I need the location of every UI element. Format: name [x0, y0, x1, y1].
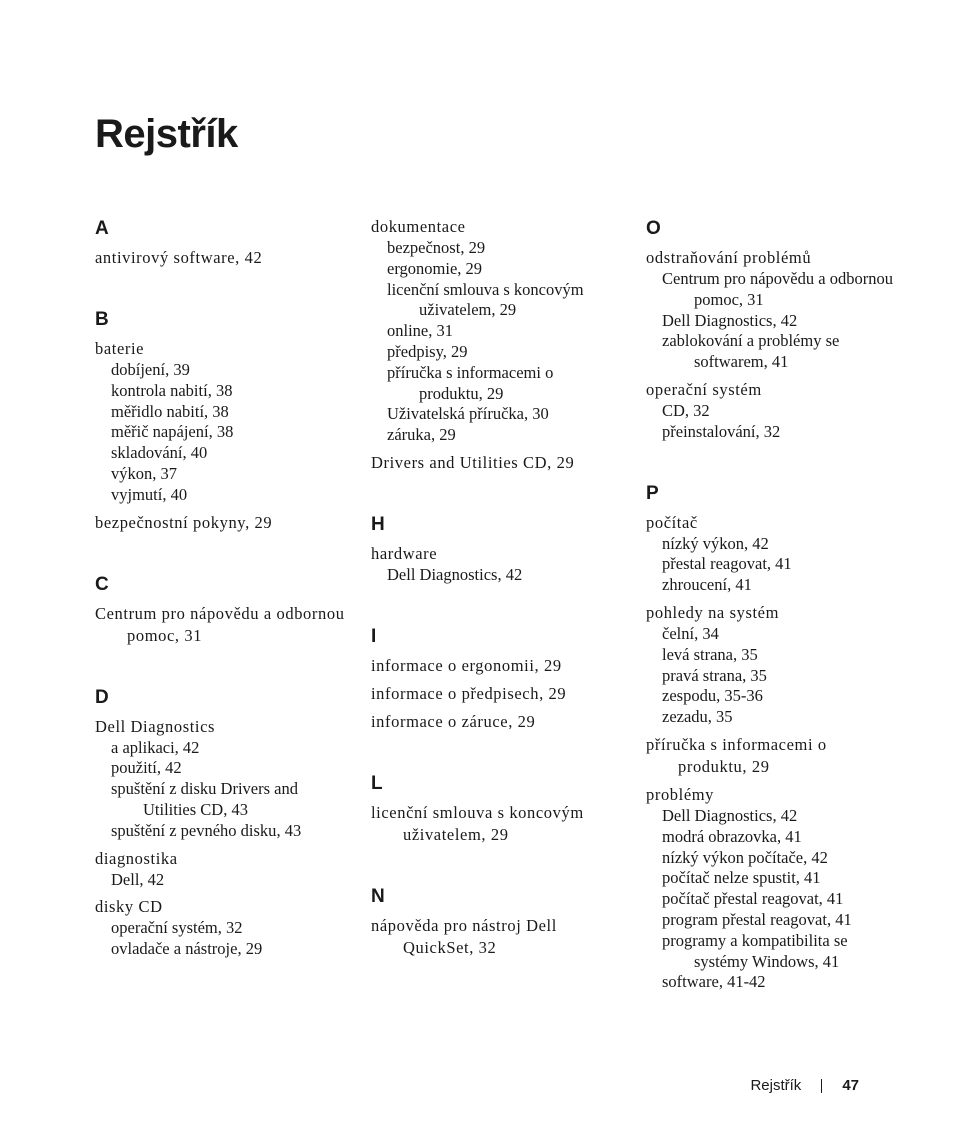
index-term: příručka s informacemi o produktu: [646, 734, 827, 776]
index-page-ref: 42: [811, 847, 828, 867]
index-subentry: [95, 758, 345, 779]
index-subterm: ovladače a nástroje: [111, 939, 238, 959]
index-subentry: [95, 738, 345, 759]
index-subterm: skladování: [111, 443, 183, 463]
index-subterm: programy a kompatibilita se systémy Windows: [662, 930, 848, 971]
index-term: pohledy na systém: [646, 602, 780, 622]
index-subentry: [646, 972, 896, 993]
index-subterm: Dell: [111, 869, 140, 889]
index-entry-heading: [371, 543, 621, 565]
index-separator: ,: [766, 554, 776, 574]
index-separator: ,: [803, 847, 812, 867]
index-letter-heading: D: [95, 686, 109, 708]
index-separator: ,: [772, 805, 781, 825]
index-term: Dell Diagnostics: [95, 716, 216, 736]
index-letter-heading: N: [371, 885, 385, 907]
index-separator: ,: [508, 711, 518, 731]
index-subentry: [95, 381, 345, 402]
index-subentry: [646, 534, 896, 555]
index-entry-heading: [95, 603, 345, 647]
index-subterm: nízký výkon počítače: [662, 847, 804, 867]
page-title: Rejstřík: [95, 112, 238, 156]
index-subterm: vyjmutí: [111, 484, 163, 504]
index-separator: ,: [478, 383, 487, 403]
index-separator: ,: [755, 421, 764, 441]
index-subterm: zhroucení: [662, 575, 728, 595]
index-column-2: [371, 216, 621, 965]
index-subentry: [95, 422, 345, 443]
index-subentry: [95, 918, 345, 939]
index-subentry: [646, 645, 896, 666]
index-subterm: předpisy: [387, 341, 443, 361]
index-page-ref: 29: [468, 238, 486, 257]
index-entry: [646, 784, 896, 993]
index-entry-heading: [371, 655, 621, 677]
index-separator: ,: [818, 889, 827, 909]
index-separator: ,: [457, 258, 466, 278]
index-page-ref: 42: [147, 869, 165, 889]
index-page-ref: 29: [254, 512, 273, 532]
index-separator: ,: [174, 737, 183, 757]
index-subentry: [646, 931, 896, 973]
index-subterm: Dell Diagnostics: [662, 805, 773, 825]
index-separator: ,: [276, 820, 285, 840]
index-subentry: [646, 827, 896, 848]
index-separator: ,: [207, 380, 216, 400]
index-entry: [646, 734, 896, 778]
index-separator: ,: [156, 758, 166, 778]
index-subentry: [646, 910, 896, 931]
index-separator: ,: [763, 352, 772, 372]
index-subterm: online: [387, 321, 429, 341]
index-separator: ,: [727, 575, 736, 595]
index-entry: [95, 848, 345, 891]
index-page-ref: 30: [532, 404, 549, 424]
index-letter-heading: O: [646, 218, 661, 239]
index-page-ref: 29: [751, 756, 770, 776]
index-page-ref: 41: [822, 951, 840, 971]
index-entry: [646, 379, 896, 443]
index-subentry: [646, 331, 896, 373]
index-subentry: [95, 870, 345, 891]
index-subterm: licenční smlouva s koncovým uživatelem: [387, 279, 584, 320]
index-subentry: [95, 939, 345, 960]
index-page-ref: 38: [215, 380, 233, 400]
index-page-ref: 37: [160, 463, 177, 483]
index-separator: ,: [442, 341, 452, 361]
index-term: informace o záruce: [371, 711, 509, 731]
index-entry: [95, 512, 345, 534]
index-subterm: modrá obrazovka: [662, 826, 777, 846]
index-separator: ,: [707, 707, 717, 727]
index-column-1: [95, 216, 345, 966]
index-page-ref: 41: [775, 554, 792, 574]
index-term: antivirový software: [95, 248, 236, 267]
index-subentry: [95, 485, 345, 506]
index-subterm: a aplikaci: [111, 737, 175, 757]
index-letter-heading: L: [371, 772, 383, 794]
page-footer: [750, 1076, 859, 1096]
index-page-ref: 41: [771, 352, 789, 372]
index-subentry: [95, 443, 345, 464]
index-page-ref: 35-36: [724, 686, 763, 706]
index-subterm: zezadu: [662, 707, 708, 727]
index-entry-heading: [371, 915, 621, 959]
index-entry: [646, 247, 896, 373]
index-entry-heading: [646, 247, 896, 269]
index-page-ref: 42: [244, 248, 263, 267]
index-entry: [371, 915, 621, 959]
index-subterm: ergonomie: [387, 258, 458, 278]
index-separator: ,: [718, 972, 728, 992]
index-entry-heading: [95, 512, 345, 534]
index-subentry: [646, 401, 896, 422]
index-term: počítač: [646, 512, 698, 532]
index-separator: ,: [245, 512, 255, 532]
index-subentry: [95, 360, 345, 381]
index-page-ref: 38: [216, 422, 234, 442]
index-entry-heading: [95, 338, 345, 360]
index-subterm: počítač přestal reagovat: [662, 889, 819, 909]
index-page-ref: 29: [543, 655, 562, 675]
index-entry: [95, 603, 345, 647]
index-subentry: [646, 889, 896, 910]
index-subentry: [646, 686, 896, 707]
index-separator: ,: [235, 248, 245, 267]
index-separator: ,: [742, 665, 751, 685]
index-term: odstraňování problémů: [646, 248, 812, 267]
index-subterm: levá strana: [662, 644, 734, 664]
index-subterm: software: [662, 972, 719, 992]
index-subterm: Centrum pro nápovědu a odbornou pomoc: [662, 269, 893, 309]
index-entry-heading: [371, 452, 621, 474]
index-subentry: [95, 821, 345, 842]
index-page-ref: 41: [785, 826, 802, 846]
index-entry: [371, 802, 621, 846]
footer-section-name: Rejstřík: [750, 1077, 802, 1094]
index-entry: [95, 338, 345, 506]
index-page-ref: 40: [190, 443, 208, 463]
index-separator: ,: [523, 404, 533, 424]
index-separator: ,: [539, 683, 549, 703]
index-subentry: [646, 868, 896, 889]
index-letter-heading: C: [95, 573, 109, 595]
index-subterm: použití: [111, 758, 157, 778]
index-subterm: výkon: [111, 463, 153, 483]
index-page-ref: 35: [750, 665, 767, 685]
index-subterm: kontrola nabití: [111, 380, 208, 400]
index-separator: ,: [223, 799, 232, 819]
index-separator: ,: [174, 625, 185, 645]
index-subentry: [646, 806, 896, 827]
index-entry: [371, 683, 621, 705]
index-page-ref: 32: [226, 918, 243, 938]
index-subentry: [371, 565, 621, 586]
index-subentry: [646, 707, 896, 728]
index-term: informace o ergonomii: [371, 655, 535, 675]
index-page-ref: 29: [465, 258, 483, 278]
index-subterm: Dell Diagnostics: [387, 564, 498, 584]
index-subterm: Uživatelská příručka: [387, 404, 524, 424]
index-subentry: [95, 464, 345, 485]
index-page-ref: 39: [173, 360, 190, 379]
index-page-ref: 38: [212, 401, 229, 421]
index-subterm: nízký výkon: [662, 533, 745, 553]
index-page-ref: 41: [735, 575, 752, 595]
index-separator: ,: [547, 452, 557, 472]
index-separator: ,: [534, 655, 544, 675]
index-page-ref: 29: [439, 425, 456, 445]
index-page-ref: 29: [499, 300, 517, 320]
index-term: Drivers and Utilities CD: [371, 452, 548, 472]
index-separator: ,: [217, 918, 227, 938]
index-subterm: měřidlo nabití: [111, 401, 205, 421]
index-separator: ,: [204, 401, 213, 421]
index-page-ref: 43: [284, 820, 302, 840]
index-page-ref: 31: [184, 625, 203, 645]
index-subentry: [371, 321, 621, 342]
index-subentry: [95, 779, 345, 821]
index-entry: [371, 216, 621, 446]
index-entry-heading: [95, 896, 345, 918]
index-subterm: Dell Diagnostics: [662, 310, 773, 330]
index-entry-heading: [95, 247, 345, 269]
index-subentry: [646, 269, 896, 311]
index-separator: ,: [497, 564, 506, 584]
index-page-ref: 29: [486, 383, 504, 403]
index-separator: ,: [237, 939, 246, 959]
index-subentry: [646, 848, 896, 869]
index-entry-heading: [646, 784, 896, 806]
index-page-ref: 34: [702, 623, 719, 643]
index-subterm: bezpečnost: [387, 238, 461, 257]
index-page-ref: 29: [451, 341, 468, 361]
index-page-ref: 35: [716, 707, 733, 727]
index-page-ref: 41: [804, 868, 821, 888]
index-separator: ,: [491, 300, 500, 320]
index-page-ref: 43: [231, 799, 248, 819]
index-letter-heading: A: [95, 218, 109, 239]
index-separator: ,: [139, 869, 148, 889]
index-subentry: [646, 311, 896, 332]
index-separator: ,: [165, 360, 174, 379]
index-entry-heading: [646, 734, 896, 778]
index-page-ref: 42: [182, 737, 200, 757]
index-letter-heading: H: [371, 513, 385, 535]
index-subterm: operační systém: [111, 918, 218, 938]
index-entry: [371, 711, 621, 733]
index-column-3: [646, 216, 896, 999]
index-subterm: spuštění z pevného disku: [111, 820, 277, 840]
index-entry: [95, 247, 345, 269]
index-separator: ,: [716, 686, 725, 706]
index-subterm: přestal reagovat: [662, 554, 767, 574]
index-subentry: [371, 238, 621, 259]
index-separator: ,: [182, 443, 191, 463]
index-subterm: zablokování a problémy se softwarem: [662, 331, 840, 372]
index-entry: [95, 716, 345, 842]
index-entry: [646, 602, 896, 728]
index-page-ref: 41-42: [727, 972, 766, 992]
index-entry: [646, 512, 896, 596]
index-page-ref: 29: [548, 683, 567, 703]
index-separator: ,: [744, 533, 753, 553]
index-subterm: počítač nelze spustit: [662, 868, 796, 888]
index-subterm: spuštění z disku Drivers and Utilities CD: [111, 779, 298, 819]
index-page-ref: 41: [826, 889, 844, 909]
index-term: problémy: [646, 784, 715, 804]
index-page-ref: 41: [835, 909, 852, 929]
index-term: diagnostika: [95, 848, 178, 868]
index-page-ref: 32: [478, 937, 497, 957]
index-separator: ,: [469, 937, 479, 957]
index-page-ref: 40: [170, 484, 188, 504]
index-page-ref: 29: [556, 452, 575, 472]
index-term: disky CD: [95, 897, 163, 917]
index-separator: ,: [742, 756, 752, 776]
index-subentry: [371, 363, 621, 405]
index-entry-heading: [95, 716, 345, 738]
index-separator: ,: [777, 826, 786, 846]
index-entry: [371, 543, 621, 586]
index-subentry: [646, 554, 896, 575]
index-subentry: [646, 422, 896, 443]
index-term: operační systém: [646, 379, 762, 399]
index-term: bezpečnostní pokyny: [95, 512, 246, 532]
index-entry-heading: [371, 683, 621, 705]
index-letter-heading: P: [646, 482, 659, 504]
index-term: baterie: [95, 339, 145, 358]
index-entry: [371, 452, 621, 474]
index-page-ref: 29: [517, 711, 536, 731]
index-page-ref: 35: [741, 644, 758, 664]
index-entry: [95, 896, 345, 960]
index-subentry: [371, 404, 621, 425]
index-subterm: pravá strana: [662, 665, 743, 685]
index-subentry: [371, 259, 621, 280]
index-separator: ,: [460, 238, 469, 257]
index-subentry: [646, 624, 896, 645]
index-subterm: zespodu: [662, 686, 717, 706]
page-number: 47: [842, 1077, 859, 1094]
index-subterm: záruka: [387, 425, 431, 445]
index-term: hardware: [371, 543, 438, 563]
index-term: dokumentace: [371, 217, 466, 236]
index-separator: ,: [162, 484, 171, 504]
index-term: licenční smlouva s koncovým uživatelem: [371, 802, 584, 844]
index-entry-heading: [371, 216, 621, 238]
index-page-ref: 32: [693, 400, 710, 420]
index-subterm: přeinstalování: [662, 421, 756, 441]
index-separator: ,: [733, 644, 742, 664]
index-page-ref: 31: [747, 289, 764, 309]
index-subentry: [646, 575, 896, 596]
index-page-ref: 42: [505, 564, 523, 584]
index-separator: ,: [795, 868, 805, 888]
index-entry-heading: [371, 711, 621, 733]
index-entry-heading: [646, 602, 896, 624]
index-term: Centrum pro nápovědu a odbornou pomoc: [95, 603, 345, 645]
index-separator: ,: [694, 623, 703, 643]
index-entry-heading: [95, 848, 345, 870]
index-page-ref: 31: [436, 321, 453, 341]
index-separator: ,: [738, 289, 748, 309]
index-entry-heading: [371, 802, 621, 846]
index-subentry: [371, 425, 621, 446]
footer-divider: [821, 1079, 822, 1093]
index-separator: ,: [152, 463, 161, 483]
index-subterm: měřič napájení: [111, 422, 209, 442]
index-subterm: čelní: [662, 623, 695, 643]
index-letter-heading: I: [371, 625, 377, 647]
index-separator: ,: [430, 425, 440, 445]
index-separator: ,: [772, 310, 781, 330]
index-page-ref: 32: [763, 421, 781, 441]
index-subterm: CD: [662, 400, 685, 420]
index-entry-heading: [646, 512, 896, 534]
index-subentry: [646, 666, 896, 687]
index-page-ref: 42: [780, 805, 798, 825]
index-separator: ,: [481, 824, 491, 844]
index-subentry: [371, 280, 621, 322]
index-page-ref: 42: [165, 758, 182, 778]
index-subentry: [371, 342, 621, 363]
index-separator: ,: [814, 951, 823, 971]
index-term: nápověda pro nástroj Dell QuickSet: [371, 915, 557, 957]
index-subterm: dobíjení: [111, 360, 166, 379]
index-subterm: program přestal reagovat: [662, 909, 827, 929]
index-separator: ,: [428, 321, 437, 341]
index-page-ref: 42: [780, 310, 798, 330]
index-separator: ,: [208, 422, 217, 442]
index-separator: ,: [826, 909, 836, 929]
index-term: informace o předpisech: [371, 683, 540, 703]
index-letter-heading: B: [95, 309, 109, 330]
index-page-ref: 29: [490, 824, 509, 844]
index-entry-heading: [646, 379, 896, 401]
index-subentry: [95, 402, 345, 423]
index-entry: [371, 655, 621, 677]
index-page-ref: 42: [752, 533, 769, 553]
index-subterm: příručka s informacemi o produktu: [387, 362, 554, 403]
index-page-ref: 29: [245, 939, 263, 959]
index-separator: ,: [684, 400, 694, 420]
